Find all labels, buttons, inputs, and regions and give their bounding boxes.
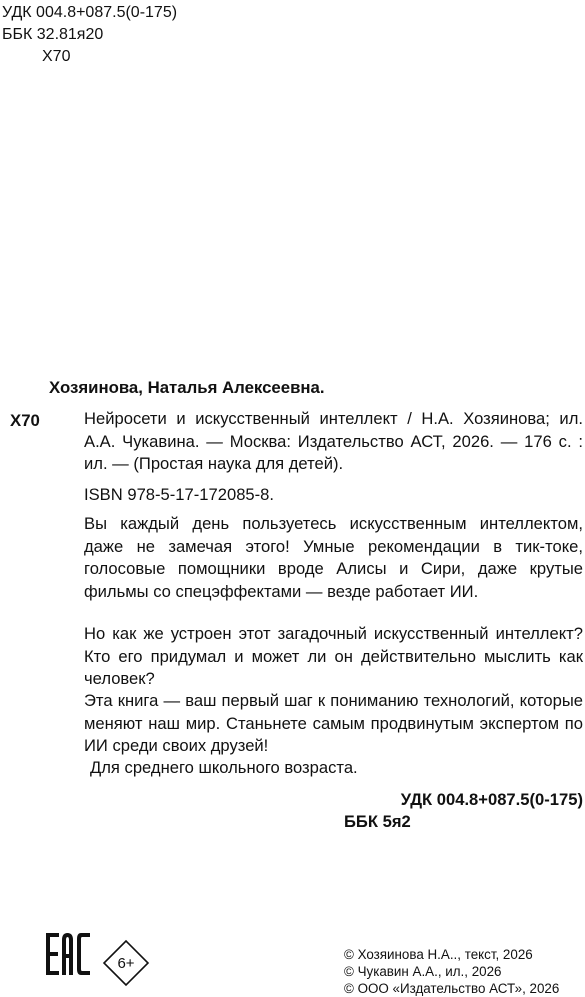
bibliographic-text: Нейросети и искусственный интеллект / Н.А. Хозяинова; ил. А.А. Чукавина. — Москва: Издательство АСТ, 2026. — 176 с. : ил. — (Простая наука для детей). — [84, 409, 583, 474]
age-rating-badge — [102, 939, 150, 987]
author-code: Х70 — [10, 411, 40, 430]
header-bbk: ББК 32.81я20 — [2, 26, 104, 43]
header-udk: УДК 004.8+087.5(0-175) — [2, 4, 178, 21]
copyright-line-3: © ООО «Издательство АСТ», 2026 — [344, 981, 560, 996]
annotation-paragraph-1: Вы каждый день пользуетесь искусственным интеллектом, даже не замечая этого! Умные рекомендации в тик-токе, голосовые помощники вроде Алисы и Сири, даже крутые фильмы со спецэффектами — везде работает ИИ. — [84, 514, 583, 601]
bibliographic-description — [84, 408, 583, 476]
eac-logo-icon — [45, 930, 95, 978]
annotation-paragraph-2: Но как же устроен этот загадочный искусственный интеллект? Кто его придумал и может ли он действительно мыслить как человек? — [84, 624, 583, 689]
copyright-line-2: © Чукавин А.А., ил., 2026 — [344, 964, 502, 979]
age-rating-label: 6+ — [117, 954, 135, 972]
author-name: Хозяинова, Наталья Алексеевна. — [49, 378, 325, 397]
classification-udk: УДК 004.8+087.5(0-175) — [400, 790, 583, 809]
copyright-line-1: © Хозяинова Н.А.., текст, 2026 — [344, 947, 533, 962]
annotation-paragraph-3: Эта книга — ваш первый шаг к пониманию технологий, которые меняют наш мир. Станьнете самым продвинутым экспертом по ИИ среди своих друзей! — [84, 691, 583, 756]
header-author-code: Х70 — [42, 48, 71, 65]
audience-note: Для среднего школьного возраста. — [90, 758, 358, 777]
classification-bbk: ББК 5я2 — [344, 812, 411, 831]
isbn: ISBN 978-5-17-172085-8. — [84, 485, 275, 504]
